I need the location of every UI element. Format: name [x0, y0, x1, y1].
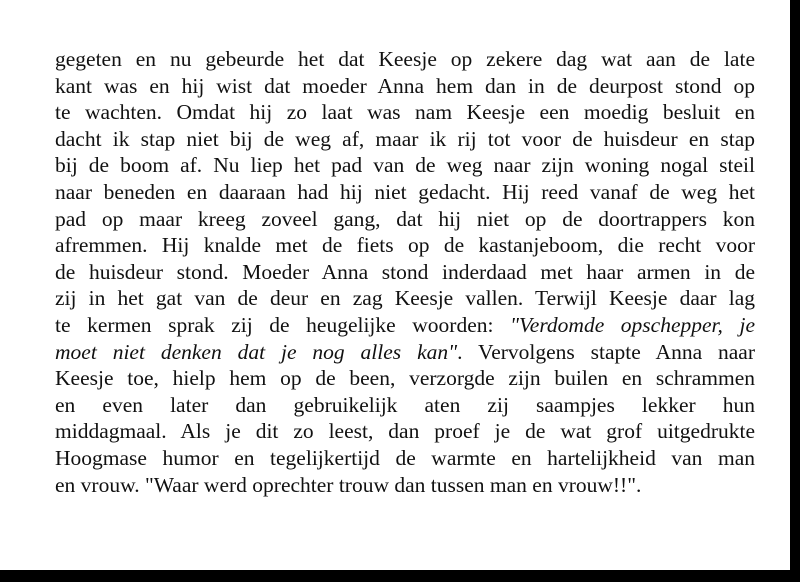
text-run: te kermen sprak zij de heugelijke woorden: — [55, 312, 511, 337]
body-text — [55, 46, 755, 498]
text-line: zij in het gat van de deur en zag Keesje vallen. Terwijl Keesje daar lag — [55, 286, 755, 311]
quote-text: moet niet denken dat je nog alles kan" — [55, 339, 458, 364]
text-line: Keesje toe, hielp hem op de been, verzorgde zijn builen en schrammen — [55, 366, 755, 391]
text-line: pad op maar kreeg zoveel gang, dat hij niet op de doortrappers kon — [55, 206, 755, 231]
text-line: naar beneden en daaraan had hij niet gedacht. Hij reed vanaf de weg het — [55, 179, 755, 204]
text-line: Hoogmase humor en tegelijkertijd de warmte en hartelijkheid van man — [55, 445, 755, 470]
text-line: de huisdeur stond. Moeder Anna stond inderdaad met haar armen in de — [55, 259, 755, 284]
text-line: en even later dan gebruikelijk aten zij saampjes lekker hun — [55, 392, 755, 417]
text-line: te wachten. Omdat hij zo laat was nam Keesje een moedig besluit en — [55, 100, 755, 125]
scan-border-bottom — [0, 570, 800, 582]
quote-text: "Verdomde opschepper, je — [510, 312, 755, 337]
text-line: afremmen. Hij knalde met de fiets op de kastanjeboom, die recht voor — [55, 233, 755, 258]
text-line: bij de boom af. Nu liep het pad van de weg naar zijn woning nogal steil — [55, 153, 755, 178]
text-line: middagmaal. Als je dit zo leest, dan proef je de wat grof uitgedrukte — [55, 419, 755, 444]
scan-border-right — [790, 0, 800, 582]
text-line-quote-start — [55, 312, 755, 339]
text-line-quote-end — [55, 339, 755, 366]
text-line: kant was en hij wist dat moeder Anna hem dan in de deurpost stond op — [55, 73, 755, 98]
text-run: . Vervolgens stapte Anna naar — [457, 339, 756, 364]
text-line: gegeten en nu gebeurde het dat Keesje op zekere dag wat aan de late — [55, 47, 755, 71]
text-line-last: en vrouw. "Waar werd oprechter trouw dan tussen man en vrouw!!". — [55, 472, 642, 497]
text-line: dacht ik stap niet bij de weg af, maar ik rij tot voor de huisdeur en stap — [55, 126, 755, 151]
